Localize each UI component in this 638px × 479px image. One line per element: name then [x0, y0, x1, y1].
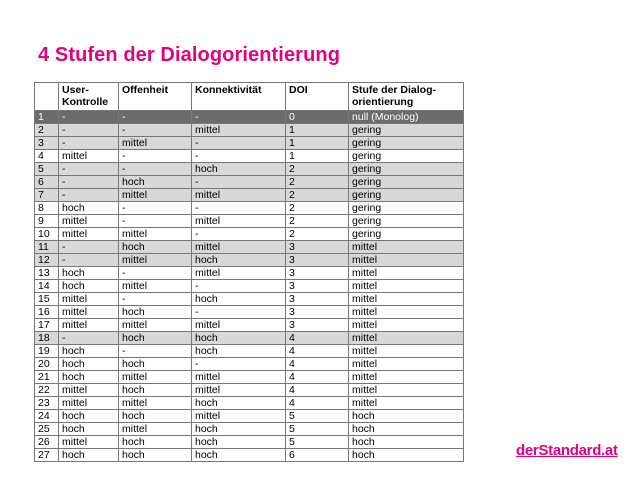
row-number-cell: 17: [35, 319, 59, 332]
table-cell: mittel: [192, 384, 286, 397]
row-number-cell: 15: [35, 293, 59, 306]
table-cell: mittel: [349, 319, 464, 332]
table-row: [35, 397, 464, 410]
row-number-cell: 20: [35, 358, 59, 371]
slide-title: 4 Stufen der Dialogorientierung: [38, 44, 341, 66]
table-cell: hoch: [59, 410, 119, 423]
table-cell: mittel: [119, 189, 192, 202]
table-cell: 1: [286, 137, 349, 150]
table-cell: gering: [349, 150, 464, 163]
row-number-cell: 12: [35, 254, 59, 267]
table-cell: mittel: [59, 228, 119, 241]
table-cell: -: [59, 163, 119, 176]
row-number-cell: 24: [35, 410, 59, 423]
row-number-cell: 2: [35, 124, 59, 137]
table-cell: -: [59, 137, 119, 150]
table-cell: gering: [349, 137, 464, 150]
row-number-cell: 18: [35, 332, 59, 345]
column-header: User- Kontrolle: [59, 83, 119, 111]
table-cell: -: [192, 137, 286, 150]
table-cell: 4: [286, 384, 349, 397]
table-cell: 5: [286, 423, 349, 436]
table-cell: 3: [286, 241, 349, 254]
table-row: [35, 215, 464, 228]
table-cell: mittel: [192, 215, 286, 228]
table-row: [35, 410, 464, 423]
table-cell: 2: [286, 202, 349, 215]
table-cell: null (Monolog): [349, 111, 464, 124]
doi-table: [34, 82, 464, 462]
table-cell: hoch: [349, 449, 464, 462]
row-number-cell: 5: [35, 163, 59, 176]
table-cell: mittel: [192, 371, 286, 384]
table-row: [35, 241, 464, 254]
table-cell: mittel: [59, 215, 119, 228]
table-cell: hoch: [59, 449, 119, 462]
table-cell: hoch: [119, 449, 192, 462]
row-number-cell: 9: [35, 215, 59, 228]
table-cell: hoch: [192, 423, 286, 436]
table-row: [35, 449, 464, 462]
row-number-cell: 7: [35, 189, 59, 202]
table-cell: -: [119, 124, 192, 137]
table-cell: mittel: [349, 345, 464, 358]
table-cell: gering: [349, 202, 464, 215]
table-row: [35, 228, 464, 241]
table-cell: mittel: [349, 358, 464, 371]
table-cell: hoch: [59, 267, 119, 280]
table-cell: mittel: [59, 384, 119, 397]
row-number-cell: 3: [35, 137, 59, 150]
table-cell: mittel: [59, 397, 119, 410]
row-number-cell: 16: [35, 306, 59, 319]
table-cell: hoch: [192, 293, 286, 306]
table-cell: hoch: [59, 345, 119, 358]
table-cell: -: [192, 306, 286, 319]
table-cell: 5: [286, 410, 349, 423]
table-cell: hoch: [119, 410, 192, 423]
table-cell: 6: [286, 449, 349, 462]
table-cell: gering: [349, 228, 464, 241]
table-cell: 4: [286, 345, 349, 358]
table-cell: -: [119, 111, 192, 124]
table-cell: mittel: [59, 436, 119, 449]
table-cell: hoch: [192, 345, 286, 358]
table-cell: hoch: [192, 449, 286, 462]
table-cell: 2: [286, 176, 349, 189]
table-cell: -: [192, 111, 286, 124]
table-cell: hoch: [119, 176, 192, 189]
table-cell: 4: [286, 332, 349, 345]
table-row: [35, 137, 464, 150]
table-cell: -: [119, 215, 192, 228]
table-cell: 3: [286, 306, 349, 319]
table-cell: mittel: [59, 319, 119, 332]
table-cell: -: [192, 358, 286, 371]
table-cell: mittel: [349, 267, 464, 280]
table-cell: 2: [286, 189, 349, 202]
table-cell: mittel: [192, 124, 286, 137]
table-cell: hoch: [119, 241, 192, 254]
table-cell: mittel: [119, 423, 192, 436]
row-number-cell: 1: [35, 111, 59, 124]
table-cell: mittel: [119, 228, 192, 241]
table-row: [35, 202, 464, 215]
table-cell: -: [192, 280, 286, 293]
table-cell: -: [119, 163, 192, 176]
table-cell: -: [59, 241, 119, 254]
table-cell: mittel: [192, 319, 286, 332]
table-row: [35, 332, 464, 345]
row-number-cell: 27: [35, 449, 59, 462]
table-cell: 4: [286, 397, 349, 410]
table-cell: 3: [286, 280, 349, 293]
table-cell: hoch: [119, 332, 192, 345]
table-cell: mittel: [349, 254, 464, 267]
table-cell: -: [119, 202, 192, 215]
table-cell: hoch: [349, 423, 464, 436]
table-row: [35, 345, 464, 358]
row-number-cell: 19: [35, 345, 59, 358]
table-cell: mittel: [192, 410, 286, 423]
table-cell: gering: [349, 163, 464, 176]
row-number-cell: 21: [35, 371, 59, 384]
table-row: [35, 254, 464, 267]
table-cell: -: [192, 150, 286, 163]
table-cell: -: [59, 189, 119, 202]
column-header: Offenheit: [119, 83, 192, 111]
table-row: [35, 150, 464, 163]
table-cell: gering: [349, 124, 464, 137]
table-cell: 3: [286, 293, 349, 306]
table-cell: -: [119, 345, 192, 358]
table-cell: -: [59, 332, 119, 345]
table-cell: -: [192, 202, 286, 215]
table-cell: gering: [349, 189, 464, 202]
table-row: [35, 163, 464, 176]
table-cell: 4: [286, 371, 349, 384]
table-cell: hoch: [59, 202, 119, 215]
table-cell: gering: [349, 176, 464, 189]
table-cell: hoch: [349, 436, 464, 449]
table-cell: mittel: [349, 293, 464, 306]
table-row: [35, 358, 464, 371]
table-row: [35, 423, 464, 436]
table-row: [35, 124, 464, 137]
table-cell: hoch: [59, 423, 119, 436]
table-cell: mittel: [192, 241, 286, 254]
column-header: Stufe der Dialog- orientierung: [349, 83, 464, 111]
table-cell: mittel: [119, 371, 192, 384]
row-number-cell: 8: [35, 202, 59, 215]
table-cell: 3: [286, 267, 349, 280]
table-cell: hoch: [59, 358, 119, 371]
table-cell: mittel: [59, 306, 119, 319]
table-row: [35, 306, 464, 319]
table-body: [35, 111, 464, 462]
table-cell: 1: [286, 150, 349, 163]
table-cell: hoch: [192, 436, 286, 449]
table-cell: hoch: [59, 371, 119, 384]
table-cell: mittel: [59, 293, 119, 306]
table-cell: 4: [286, 358, 349, 371]
row-number-cell: 14: [35, 280, 59, 293]
table-cell: -: [59, 124, 119, 137]
table-cell: mittel: [119, 397, 192, 410]
table-cell: mittel: [349, 397, 464, 410]
row-number-cell: 4: [35, 150, 59, 163]
table-cell: mittel: [349, 371, 464, 384]
table-cell: hoch: [349, 410, 464, 423]
row-number-cell: 23: [35, 397, 59, 410]
table-cell: hoch: [192, 332, 286, 345]
row-number-cell: 10: [35, 228, 59, 241]
row-number-cell: 13: [35, 267, 59, 280]
table-row: [35, 319, 464, 332]
table-cell: -: [192, 228, 286, 241]
table-row: [35, 111, 464, 124]
row-number-cell: 22: [35, 384, 59, 397]
table-row: [35, 371, 464, 384]
table-cell: hoch: [192, 254, 286, 267]
column-header: DOI: [286, 83, 349, 111]
table-cell: -: [192, 176, 286, 189]
table-cell: mittel: [119, 254, 192, 267]
table-cell: mittel: [349, 332, 464, 345]
row-number-cell: 26: [35, 436, 59, 449]
table-cell: hoch: [119, 436, 192, 449]
table-cell: hoch: [192, 163, 286, 176]
table-cell: -: [59, 176, 119, 189]
table-row: [35, 280, 464, 293]
table-cell: mittel: [119, 319, 192, 332]
table-cell: 2: [286, 163, 349, 176]
table-cell: 5: [286, 436, 349, 449]
row-number-cell: 11: [35, 241, 59, 254]
table-cell: hoch: [119, 358, 192, 371]
column-header: Konnektivität: [192, 83, 286, 111]
table-cell: hoch: [119, 306, 192, 319]
table-cell: hoch: [59, 280, 119, 293]
table-cell: 2: [286, 215, 349, 228]
column-header: [35, 83, 59, 111]
brand-logo-text: derStandard.at: [516, 442, 618, 459]
brand-logo[interactable]: [516, 442, 618, 459]
table-cell: mittel: [192, 267, 286, 280]
table-cell: -: [59, 111, 119, 124]
table-cell: hoch: [192, 397, 286, 410]
table-cell: 3: [286, 319, 349, 332]
row-number-cell: 6: [35, 176, 59, 189]
table-cell: gering: [349, 215, 464, 228]
table-cell: mittel: [349, 241, 464, 254]
table-cell: -: [119, 150, 192, 163]
table-cell: 1: [286, 124, 349, 137]
table-row: [35, 267, 464, 280]
table-row: [35, 436, 464, 449]
table-cell: 0: [286, 111, 349, 124]
table-cell: 2: [286, 228, 349, 241]
table-row: [35, 176, 464, 189]
table-cell: mittel: [119, 280, 192, 293]
table-cell: mittel: [59, 150, 119, 163]
table-cell: mittel: [349, 306, 464, 319]
table-cell: mittel: [349, 384, 464, 397]
table-cell: -: [119, 267, 192, 280]
row-number-cell: 25: [35, 423, 59, 436]
table-cell: -: [119, 293, 192, 306]
table-cell: mittel: [192, 189, 286, 202]
table-row: [35, 384, 464, 397]
table-row: [35, 293, 464, 306]
table-header-row: [35, 83, 464, 111]
table-cell: mittel: [119, 137, 192, 150]
table-cell: hoch: [119, 384, 192, 397]
table-cell: mittel: [349, 280, 464, 293]
table-cell: 3: [286, 254, 349, 267]
table-row: [35, 189, 464, 202]
table-cell: -: [59, 254, 119, 267]
